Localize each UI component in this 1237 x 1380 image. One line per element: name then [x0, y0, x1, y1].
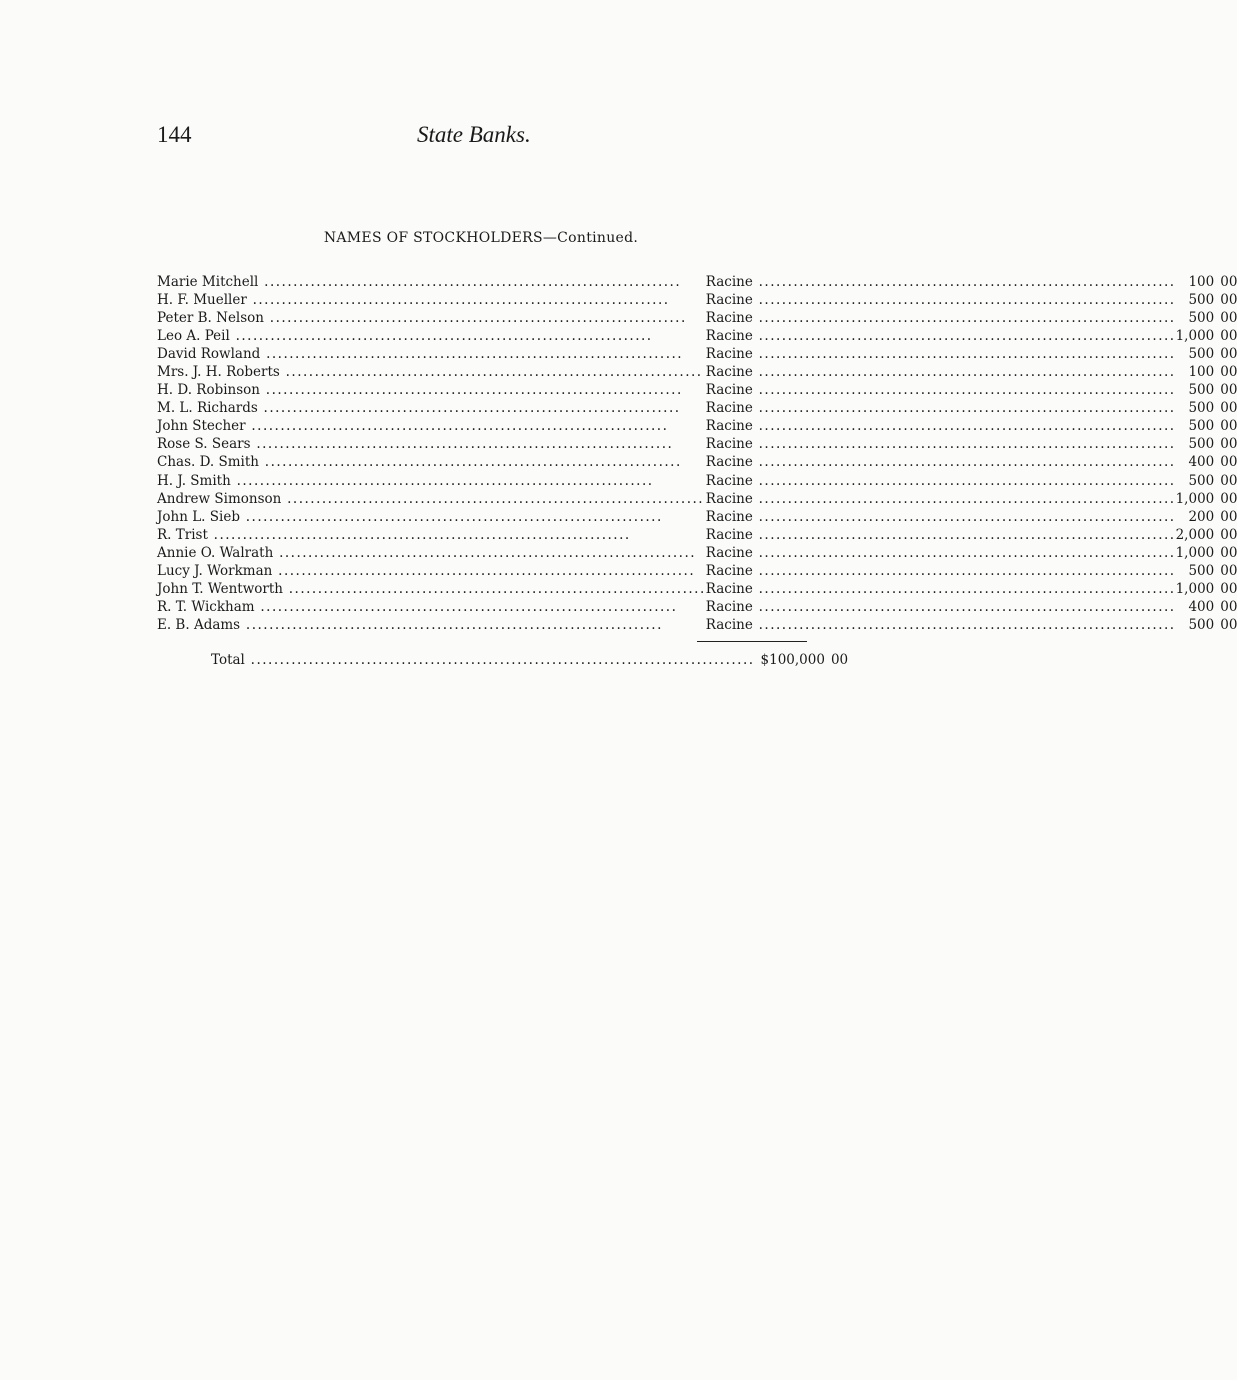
stockholder-residence-cell [706, 291, 1176, 309]
stockholder-residence [706, 526, 1176, 544]
table-row [157, 580, 1237, 598]
stockholder-residence [706, 291, 1176, 309]
stockholder-name-cell [157, 399, 706, 417]
stockholder-name [157, 616, 706, 634]
stockholder-name-text: Chas. D. Smith [157, 454, 259, 471]
stockholder-name-text: H. J. Smith [157, 472, 231, 489]
table-row [157, 526, 1237, 544]
shares-cents: 00 [1220, 310, 1237, 327]
stockholder-residence [706, 562, 1176, 580]
stockholder-name-cell [157, 345, 706, 363]
shares-cents: 00 [1220, 418, 1237, 435]
stockholder-residence [706, 453, 1176, 471]
table-row [157, 616, 1237, 634]
stockholder-residence [706, 544, 1176, 562]
stockholder-name-cell [157, 291, 706, 309]
stockholder-residence-cell [706, 363, 1176, 381]
stockholder-residence-cell [706, 327, 1176, 345]
stockholder-residence-cell [706, 562, 1176, 580]
shares-dollars: 500 [1188, 382, 1215, 399]
shares-dollars: 500 [1188, 346, 1215, 363]
stockholder-name-cell [157, 508, 706, 526]
shares-cents: 00 [1220, 598, 1237, 615]
shares-dollars: 500 [1188, 616, 1215, 633]
total-amount: $100,000 [760, 652, 825, 668]
stockholder-residence [706, 363, 1176, 381]
shares-dollars: 1,000 [1175, 544, 1215, 561]
stockholder-name-text: John L. Sieb [157, 508, 240, 525]
stockholder-name [157, 399, 706, 417]
table-row [157, 363, 1237, 381]
total-row [211, 651, 849, 669]
stockholder-residence [706, 309, 1176, 327]
stockholder-name [157, 309, 706, 327]
stockholder-name-text: Annie O. Walrath [157, 544, 274, 561]
stockholder-name-text: Mrs. J. H. Roberts [157, 364, 280, 381]
stockholder-name-cell [157, 273, 706, 291]
stockholder-residence-text: Racine [705, 598, 753, 615]
shares-cents: 00 [1220, 364, 1237, 381]
stockholder-name-cell [157, 544, 706, 562]
shares-cents: 00 [1220, 346, 1237, 363]
total-rule [697, 641, 807, 642]
table-row [157, 291, 1237, 309]
shares-cents: 00 [1220, 544, 1237, 561]
shares-dollars: 500 [1188, 472, 1215, 489]
stockholder-name-cell [157, 381, 706, 399]
shares-dollars: 500 [1188, 562, 1215, 579]
stockholder-residence-text: Racine [705, 364, 753, 381]
shares-cents: 00 [1220, 400, 1237, 417]
stockholder-residence [706, 508, 1176, 526]
shares-dollars: 1,000 [1175, 580, 1215, 597]
stockholder-residence-text: Racine [705, 274, 753, 291]
stockholder-name-cell [157, 562, 706, 580]
total-cents: 00 [830, 652, 849, 668]
stockholder-name-text: Andrew Simonson [157, 490, 282, 507]
table-row [157, 562, 1237, 580]
stockholder-name [157, 453, 706, 471]
stockholder-name [157, 526, 706, 544]
stockholder-residence [706, 273, 1176, 291]
shares-cents: 00 [1220, 454, 1237, 471]
stockholder-name-text: H. F. Mueller [157, 292, 247, 309]
stockholder-name [157, 363, 706, 381]
shares-dollars: 1,000 [1175, 490, 1215, 507]
stockholder-residence-text: Racine [705, 544, 753, 561]
stockholder-name [157, 562, 706, 580]
stockholder-residence-cell [706, 417, 1176, 435]
stockholder-name-cell [157, 327, 706, 345]
stockholder-residence-text: Racine [705, 580, 753, 597]
shares-dollars: 1,000 [1175, 328, 1215, 345]
stockholder-residence-text: Racine [705, 436, 753, 453]
table-row [157, 309, 1237, 327]
stockholder-residence-cell [706, 381, 1176, 399]
stockholder-name-text: R. Trist [157, 526, 208, 543]
stockholder-residence [706, 580, 1176, 598]
stockholder-residence [706, 417, 1176, 435]
total-label [211, 651, 755, 669]
stockholder-residence [706, 598, 1176, 616]
table-row [157, 417, 1237, 435]
total-label-text: Total [211, 652, 245, 668]
stockholder-name-cell [157, 472, 706, 490]
shares-dollars: 500 [1188, 418, 1215, 435]
shares-dollars: 500 [1188, 436, 1215, 453]
stockholder-name-text: H. D. Robinson [157, 382, 260, 399]
stockholder-name-cell [157, 598, 706, 616]
table-row [157, 381, 1237, 399]
table-row [157, 544, 1237, 562]
stockholder-residence-text: Racine [705, 490, 753, 507]
stockholder-residence-text: Racine [705, 526, 753, 543]
table-row [157, 399, 1237, 417]
stockholder-residence-text: Racine [705, 418, 753, 435]
shares-cents: 00 [1220, 526, 1237, 543]
shares-cents: 00 [1220, 580, 1237, 597]
table-row [157, 490, 1237, 508]
table-row [157, 472, 1237, 490]
stockholder-residence [706, 327, 1176, 345]
shares-dollars: 500 [1188, 310, 1215, 327]
shares-dollars: 500 [1188, 400, 1215, 417]
stockholder-name [157, 417, 706, 435]
stockholder-name-cell [157, 580, 706, 598]
stockholder-name-cell [157, 616, 706, 634]
shares-cents: 00 [1220, 328, 1237, 345]
page-number: 144 [157, 122, 192, 147]
table-row [157, 327, 1237, 345]
stockholder-name [157, 508, 706, 526]
stockholder-name-text: Leo A. Peil [157, 328, 230, 345]
stockholder-residence [706, 616, 1176, 634]
shares-dollars: 100 [1188, 364, 1215, 381]
stockholder-residence-cell [706, 273, 1176, 291]
stockholder-name-cell [157, 363, 706, 381]
shares-cents: 00 [1220, 436, 1237, 453]
stockholder-name [157, 435, 706, 453]
stockholder-name [157, 291, 706, 309]
stockholder-name-text: E. B. Adams [157, 616, 241, 633]
stockholder-name-text: Rose S. Sears [157, 436, 251, 453]
stockholder-name-text: Lucy J. Workman [157, 562, 273, 579]
shares-dollars: 400 [1188, 598, 1215, 615]
stockholder-name-text: David Rowland [157, 346, 261, 363]
stockholder-name [157, 345, 706, 363]
shares-cents: 00 [1220, 274, 1237, 291]
stockholder-name-cell [157, 490, 706, 508]
stockholder-residence-text: Racine [705, 346, 753, 363]
stockholder-residence-text: Racine [705, 454, 753, 471]
stockholder-residence-text: Racine [705, 616, 753, 633]
stockholder-name-text: Marie Mitchell [157, 274, 259, 291]
stockholder-residence-cell [706, 508, 1176, 526]
stockholders-table-body [157, 273, 1237, 634]
stockholder-residence-cell [706, 598, 1176, 616]
stockholder-name-cell [157, 309, 706, 327]
table-row [157, 453, 1237, 471]
table-row [157, 598, 1237, 616]
stockholder-name [157, 490, 706, 508]
section-heading: NAMES OF STOCKHOLDERS—Continued. [323, 230, 639, 246]
stockholder-name-text: M. L. Richards [157, 400, 258, 417]
shares-dollars: 2,000 [1175, 526, 1215, 543]
stockholder-residence-text: Racine [705, 328, 753, 345]
stockholder-residence-cell [706, 616, 1176, 634]
stockholder-name-cell [157, 435, 706, 453]
stockholder-name [157, 381, 706, 399]
stockholder-name-cell [157, 453, 706, 471]
running-title: State Banks. [417, 122, 531, 147]
stockholder-residence [706, 472, 1176, 490]
stockholder-name-text: John T. Wentworth [157, 580, 283, 597]
shares-dollars: 100 [1188, 274, 1215, 291]
shares-cents: 00 [1220, 508, 1237, 525]
shares-cents: 00 [1220, 292, 1237, 309]
stockholder-residence-cell [706, 453, 1176, 471]
stockholder-name-text: John Stecher [157, 418, 246, 435]
table-row [157, 345, 1237, 363]
stockholder-residence-text: Racine [705, 472, 753, 489]
shares-cents: 00 [1220, 616, 1237, 633]
stockholder-residence-text: Racine [705, 382, 753, 399]
shares-cents: 00 [1220, 562, 1237, 579]
stockholder-residence-cell [706, 490, 1176, 508]
shares-cents: 00 [1220, 472, 1237, 489]
stockholder-name [157, 327, 706, 345]
stockholder-name-cell [157, 526, 706, 544]
stockholder-residence-cell [706, 435, 1176, 453]
stockholder-residence-text: Racine [705, 562, 753, 579]
stockholder-name [157, 273, 706, 291]
stockholder-residence-text: Racine [705, 310, 753, 327]
stockholders-table [157, 273, 1237, 634]
stockholder-residence-text: Racine [705, 508, 753, 525]
table-row [157, 435, 1237, 453]
table-row [157, 273, 1237, 291]
shares-dollars: 500 [1188, 292, 1215, 309]
shares-cents: 00 [1220, 382, 1237, 399]
stockholder-name [157, 472, 706, 490]
stockholder-name [157, 544, 706, 562]
shares-dollars: 400 [1188, 454, 1215, 471]
stockholder-residence-cell [706, 544, 1176, 562]
stockholder-residence [706, 435, 1176, 453]
table-row [157, 508, 1237, 526]
stockholder-name-cell [157, 417, 706, 435]
stockholder-residence-text: Racine [705, 292, 753, 309]
stockholder-residence [706, 490, 1176, 508]
shares-dollars: 200 [1188, 508, 1215, 525]
stockholder-residence-cell [706, 526, 1176, 544]
stockholder-residence-cell [706, 345, 1176, 363]
stockholder-residence-cell [706, 580, 1176, 598]
stockholder-residence-cell [706, 309, 1176, 327]
stockholder-residence-cell [706, 472, 1176, 490]
stockholder-name [157, 598, 706, 616]
stockholder-name [157, 580, 706, 598]
stockholder-name-text: Peter B. Nelson [157, 310, 264, 327]
shares-cents: 00 [1220, 490, 1237, 507]
stockholder-residence [706, 399, 1176, 417]
stockholder-residence [706, 345, 1176, 363]
stockholder-name-text: R. T. Wickham [157, 598, 255, 615]
stockholder-residence [706, 381, 1176, 399]
stockholder-residence-cell [706, 399, 1176, 417]
stockholder-residence-text: Racine [705, 400, 753, 417]
